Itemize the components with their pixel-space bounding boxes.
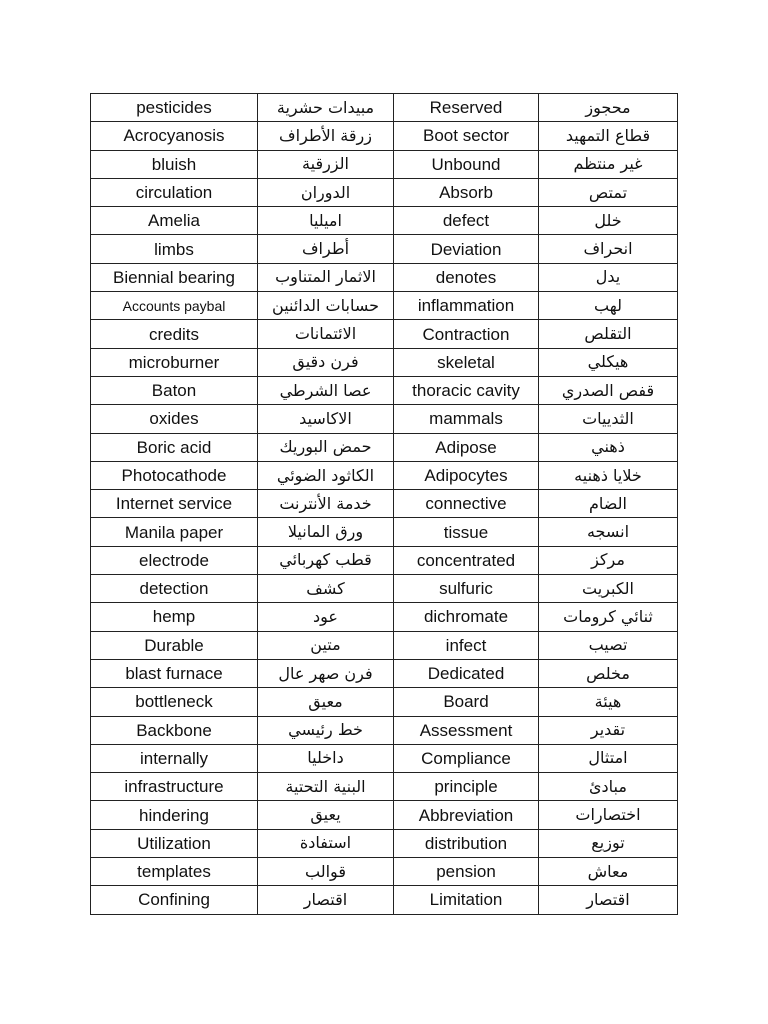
table-row — [91, 207, 678, 235]
arabic-term-cell: قطاع التمهيد — [539, 122, 678, 150]
arabic-term-cell: فرن صهر عال — [258, 659, 394, 687]
english-term-cell: hemp — [91, 603, 258, 631]
english-term-cell: Boric acid — [91, 433, 258, 461]
arabic-term-cell: الضام — [539, 490, 678, 518]
english-term-cell: Contraction — [394, 320, 539, 348]
english-term-cell: credits — [91, 320, 258, 348]
english-term-cell: Adipose — [394, 433, 539, 461]
arabic-term-cell: تصيب — [539, 631, 678, 659]
english-term-cell: tissue — [394, 518, 539, 546]
arabic-term-cell: الثدييات — [539, 405, 678, 433]
english-term-cell: Amelia — [91, 207, 258, 235]
english-term-cell: microburner — [91, 348, 258, 376]
arabic-term-cell: داخليا — [258, 744, 394, 772]
table-row — [91, 235, 678, 263]
arabic-term-cell: اميليا — [258, 207, 394, 235]
english-term-cell: Internet service — [91, 490, 258, 518]
arabic-term-cell: امتثال — [539, 744, 678, 772]
english-term-cell: internally — [91, 744, 258, 772]
english-term-cell: Reserved — [394, 94, 539, 122]
arabic-term-cell: فرن دقيق — [258, 348, 394, 376]
table-row — [91, 376, 678, 404]
english-term-cell: skeletal — [394, 348, 539, 376]
english-term-cell: Absorb — [394, 178, 539, 206]
arabic-term-cell: قطب كهربائي — [258, 546, 394, 574]
arabic-term-cell: يدل — [539, 263, 678, 291]
arabic-term-cell: انسجه — [539, 518, 678, 546]
english-term-cell: Utilization — [91, 829, 258, 857]
arabic-term-cell: محجوز — [539, 94, 678, 122]
arabic-term-cell: قوالب — [258, 858, 394, 886]
english-term-cell: limbs — [91, 235, 258, 263]
arabic-term-cell: الكبريت — [539, 575, 678, 603]
arabic-term-cell: انحراف — [539, 235, 678, 263]
arabic-term-cell: مبيدات حشرية — [258, 94, 394, 122]
english-term-cell: dichromate — [394, 603, 539, 631]
arabic-term-cell: معيق — [258, 688, 394, 716]
arabic-term-cell: عصا الشرطي — [258, 376, 394, 404]
table-row — [91, 292, 678, 320]
vocabulary-table — [90, 93, 678, 915]
arabic-term-cell: كشف — [258, 575, 394, 603]
arabic-term-cell: الائتمانات — [258, 320, 394, 348]
table-row — [91, 744, 678, 772]
english-term-cell: Confining — [91, 886, 258, 914]
english-term-cell: Limitation — [394, 886, 539, 914]
english-term-cell: Manila paper — [91, 518, 258, 546]
english-term-cell: denotes — [394, 263, 539, 291]
table-row — [91, 518, 678, 546]
english-term-cell: circulation — [91, 178, 258, 206]
arabic-term-cell: متين — [258, 631, 394, 659]
english-term-cell: Board — [394, 688, 539, 716]
arabic-term-cell: خلل — [539, 207, 678, 235]
arabic-term-cell: مركز — [539, 546, 678, 574]
table-row — [91, 603, 678, 631]
arabic-term-cell: عود — [258, 603, 394, 631]
table-row — [91, 348, 678, 376]
table-row — [91, 94, 678, 122]
arabic-term-cell: زرقة الأطراف — [258, 122, 394, 150]
arabic-term-cell: اقتصار — [258, 886, 394, 914]
english-term-cell: Dedicated — [394, 659, 539, 687]
english-term-cell: Adipocytes — [394, 461, 539, 489]
table-row — [91, 433, 678, 461]
arabic-term-cell: اقتصار — [539, 886, 678, 914]
arabic-term-cell: الاثمار المتناوب — [258, 263, 394, 291]
arabic-term-cell: هيكلي — [539, 348, 678, 376]
arabic-term-cell: يعيق — [258, 801, 394, 829]
english-term-cell: infrastructure — [91, 773, 258, 801]
table-row — [91, 858, 678, 886]
english-term-cell: detection — [91, 575, 258, 603]
arabic-term-cell: الكاثود الضوئي — [258, 461, 394, 489]
english-term-cell: principle — [394, 773, 539, 801]
english-term-cell: Photocathode — [91, 461, 258, 489]
arabic-term-cell: البنية التحتية — [258, 773, 394, 801]
arabic-term-cell: تمتص — [539, 178, 678, 206]
english-term-cell: distribution — [394, 829, 539, 857]
table-row — [91, 829, 678, 857]
english-term-cell: Accounts paybal — [91, 292, 258, 320]
arabic-term-cell: حسابات الدائنين — [258, 292, 394, 320]
table-row — [91, 320, 678, 348]
table-row — [91, 575, 678, 603]
table-row — [91, 886, 678, 914]
arabic-term-cell: لهب — [539, 292, 678, 320]
english-term-cell: infect — [394, 631, 539, 659]
english-term-cell: Acrocyanosis — [91, 122, 258, 150]
english-term-cell: oxides — [91, 405, 258, 433]
arabic-term-cell: توزيع — [539, 829, 678, 857]
english-term-cell: concentrated — [394, 546, 539, 574]
table-row — [91, 688, 678, 716]
arabic-term-cell: قفص الصدري — [539, 376, 678, 404]
english-term-cell: Compliance — [394, 744, 539, 772]
english-term-cell: Biennial bearing — [91, 263, 258, 291]
english-term-cell: pension — [394, 858, 539, 886]
english-term-cell: Backbone — [91, 716, 258, 744]
table-row — [91, 546, 678, 574]
table-row — [91, 122, 678, 150]
english-term-cell: defect — [394, 207, 539, 235]
arabic-term-cell: معاش — [539, 858, 678, 886]
arabic-term-cell: خلايا ذهنيه — [539, 461, 678, 489]
arabic-term-cell: اختصارات — [539, 801, 678, 829]
table-row — [91, 490, 678, 518]
english-term-cell: Unbound — [394, 150, 539, 178]
vocabulary-table-body — [91, 94, 678, 915]
english-term-cell: templates — [91, 858, 258, 886]
arabic-term-cell: الزرقية — [258, 150, 394, 178]
arabic-term-cell: الدوران — [258, 178, 394, 206]
table-row — [91, 801, 678, 829]
english-term-cell: Assessment — [394, 716, 539, 744]
english-term-cell: Boot sector — [394, 122, 539, 150]
english-term-cell: sulfuric — [394, 575, 539, 603]
english-term-cell: Baton — [91, 376, 258, 404]
arabic-term-cell: مخلص — [539, 659, 678, 687]
english-term-cell: Abbreviation — [394, 801, 539, 829]
arabic-term-cell: ورق المانيلا — [258, 518, 394, 546]
english-term-cell: electrode — [91, 546, 258, 574]
table-row — [91, 150, 678, 178]
table-row — [91, 178, 678, 206]
table-row — [91, 263, 678, 291]
table-row — [91, 405, 678, 433]
arabic-term-cell: استفادة — [258, 829, 394, 857]
english-term-cell: bottleneck — [91, 688, 258, 716]
english-term-cell: Deviation — [394, 235, 539, 263]
table-row — [91, 773, 678, 801]
english-term-cell: inflammation — [394, 292, 539, 320]
table-row — [91, 461, 678, 489]
arabic-term-cell: مبادئ — [539, 773, 678, 801]
english-term-cell: blast furnace — [91, 659, 258, 687]
english-term-cell: Durable — [91, 631, 258, 659]
arabic-term-cell: غير منتظم — [539, 150, 678, 178]
arabic-term-cell: الاكاسيد — [258, 405, 394, 433]
english-term-cell: connective — [394, 490, 539, 518]
arabic-term-cell: ذهني — [539, 433, 678, 461]
table-row — [91, 716, 678, 744]
arabic-term-cell: ثنائي كرومات — [539, 603, 678, 631]
arabic-term-cell: خط رئيسي — [258, 716, 394, 744]
table-row — [91, 659, 678, 687]
arabic-term-cell: حمض البوريك — [258, 433, 394, 461]
arabic-term-cell: تقدير — [539, 716, 678, 744]
english-term-cell: pesticides — [91, 94, 258, 122]
table-row — [91, 631, 678, 659]
english-term-cell: mammals — [394, 405, 539, 433]
arabic-term-cell: التقلص — [539, 320, 678, 348]
arabic-term-cell: هيئة — [539, 688, 678, 716]
arabic-term-cell: أطراف — [258, 235, 394, 263]
arabic-term-cell: خدمة الأنترنت — [258, 490, 394, 518]
english-term-cell: bluish — [91, 150, 258, 178]
english-term-cell: hindering — [91, 801, 258, 829]
english-term-cell: thoracic cavity — [394, 376, 539, 404]
